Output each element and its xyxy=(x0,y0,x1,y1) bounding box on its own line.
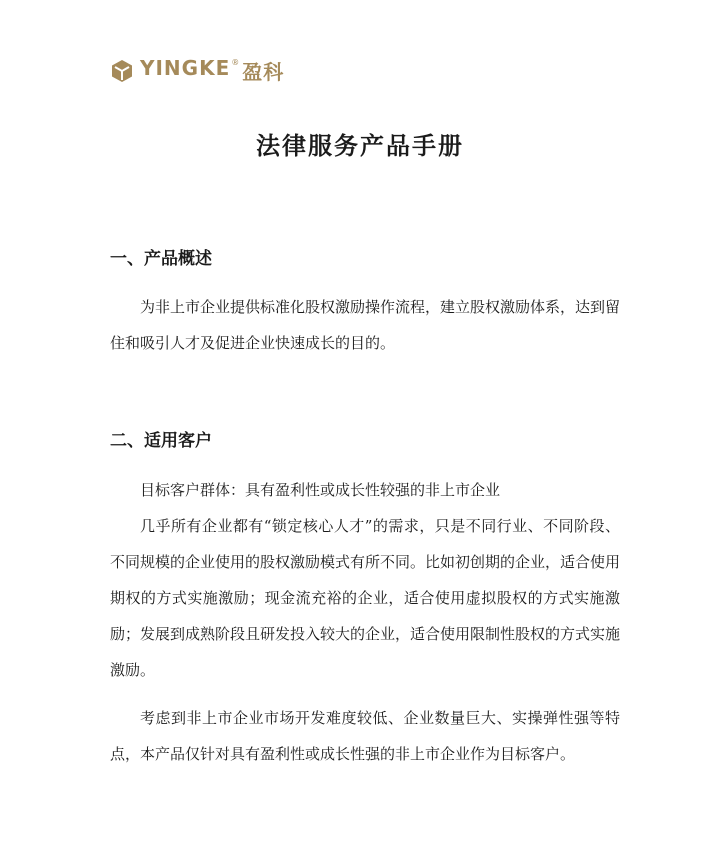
document-title: 法律服务产品手册 xyxy=(256,131,464,160)
target-customer-paragraph: 目标客户群体：具有盈利性或成长性较强的非上市企业 xyxy=(140,481,501,499)
overview-paragraph: 为非上市企业提供标准化股权激励操作流程，建立股权激励体系，达到留住和吸引人才及促进企业快速成长的目的。 xyxy=(110,298,621,352)
product-scope-paragraph: 考虑到非上市企业市场开发难度较低、企业数量巨大、实操弹性强等特点，本产品仅针对具有盈利性或成长性强的非上市企业作为目标客户。 xyxy=(110,709,620,763)
logo-chinese-text: 盈科 xyxy=(242,60,285,84)
logo-registered-mark: ® xyxy=(231,58,241,67)
logo-brand-text: YINGKE xyxy=(140,56,231,80)
yingke-logo-icon xyxy=(110,59,134,83)
company-logo xyxy=(110,56,284,85)
section-heading-overview: 一、产品概述 xyxy=(110,249,212,269)
section-heading-customers: 二、适用客户 xyxy=(110,431,212,451)
customer-needs-paragraph: 几乎所有企业都有“锁定核心人才”的需求，只是不同行业、不同阶段、不同规模的企业使用的股权激励模式有所不同。比如初创期的企业，适合使用期权的方式实施激励；现金流充裕的企业，适合使用虚拟股权的方式实施激励；发展到成熟阶段且研发投入较大的企业，适合使用限制性股权的方式实施激励。 xyxy=(110,517,621,679)
